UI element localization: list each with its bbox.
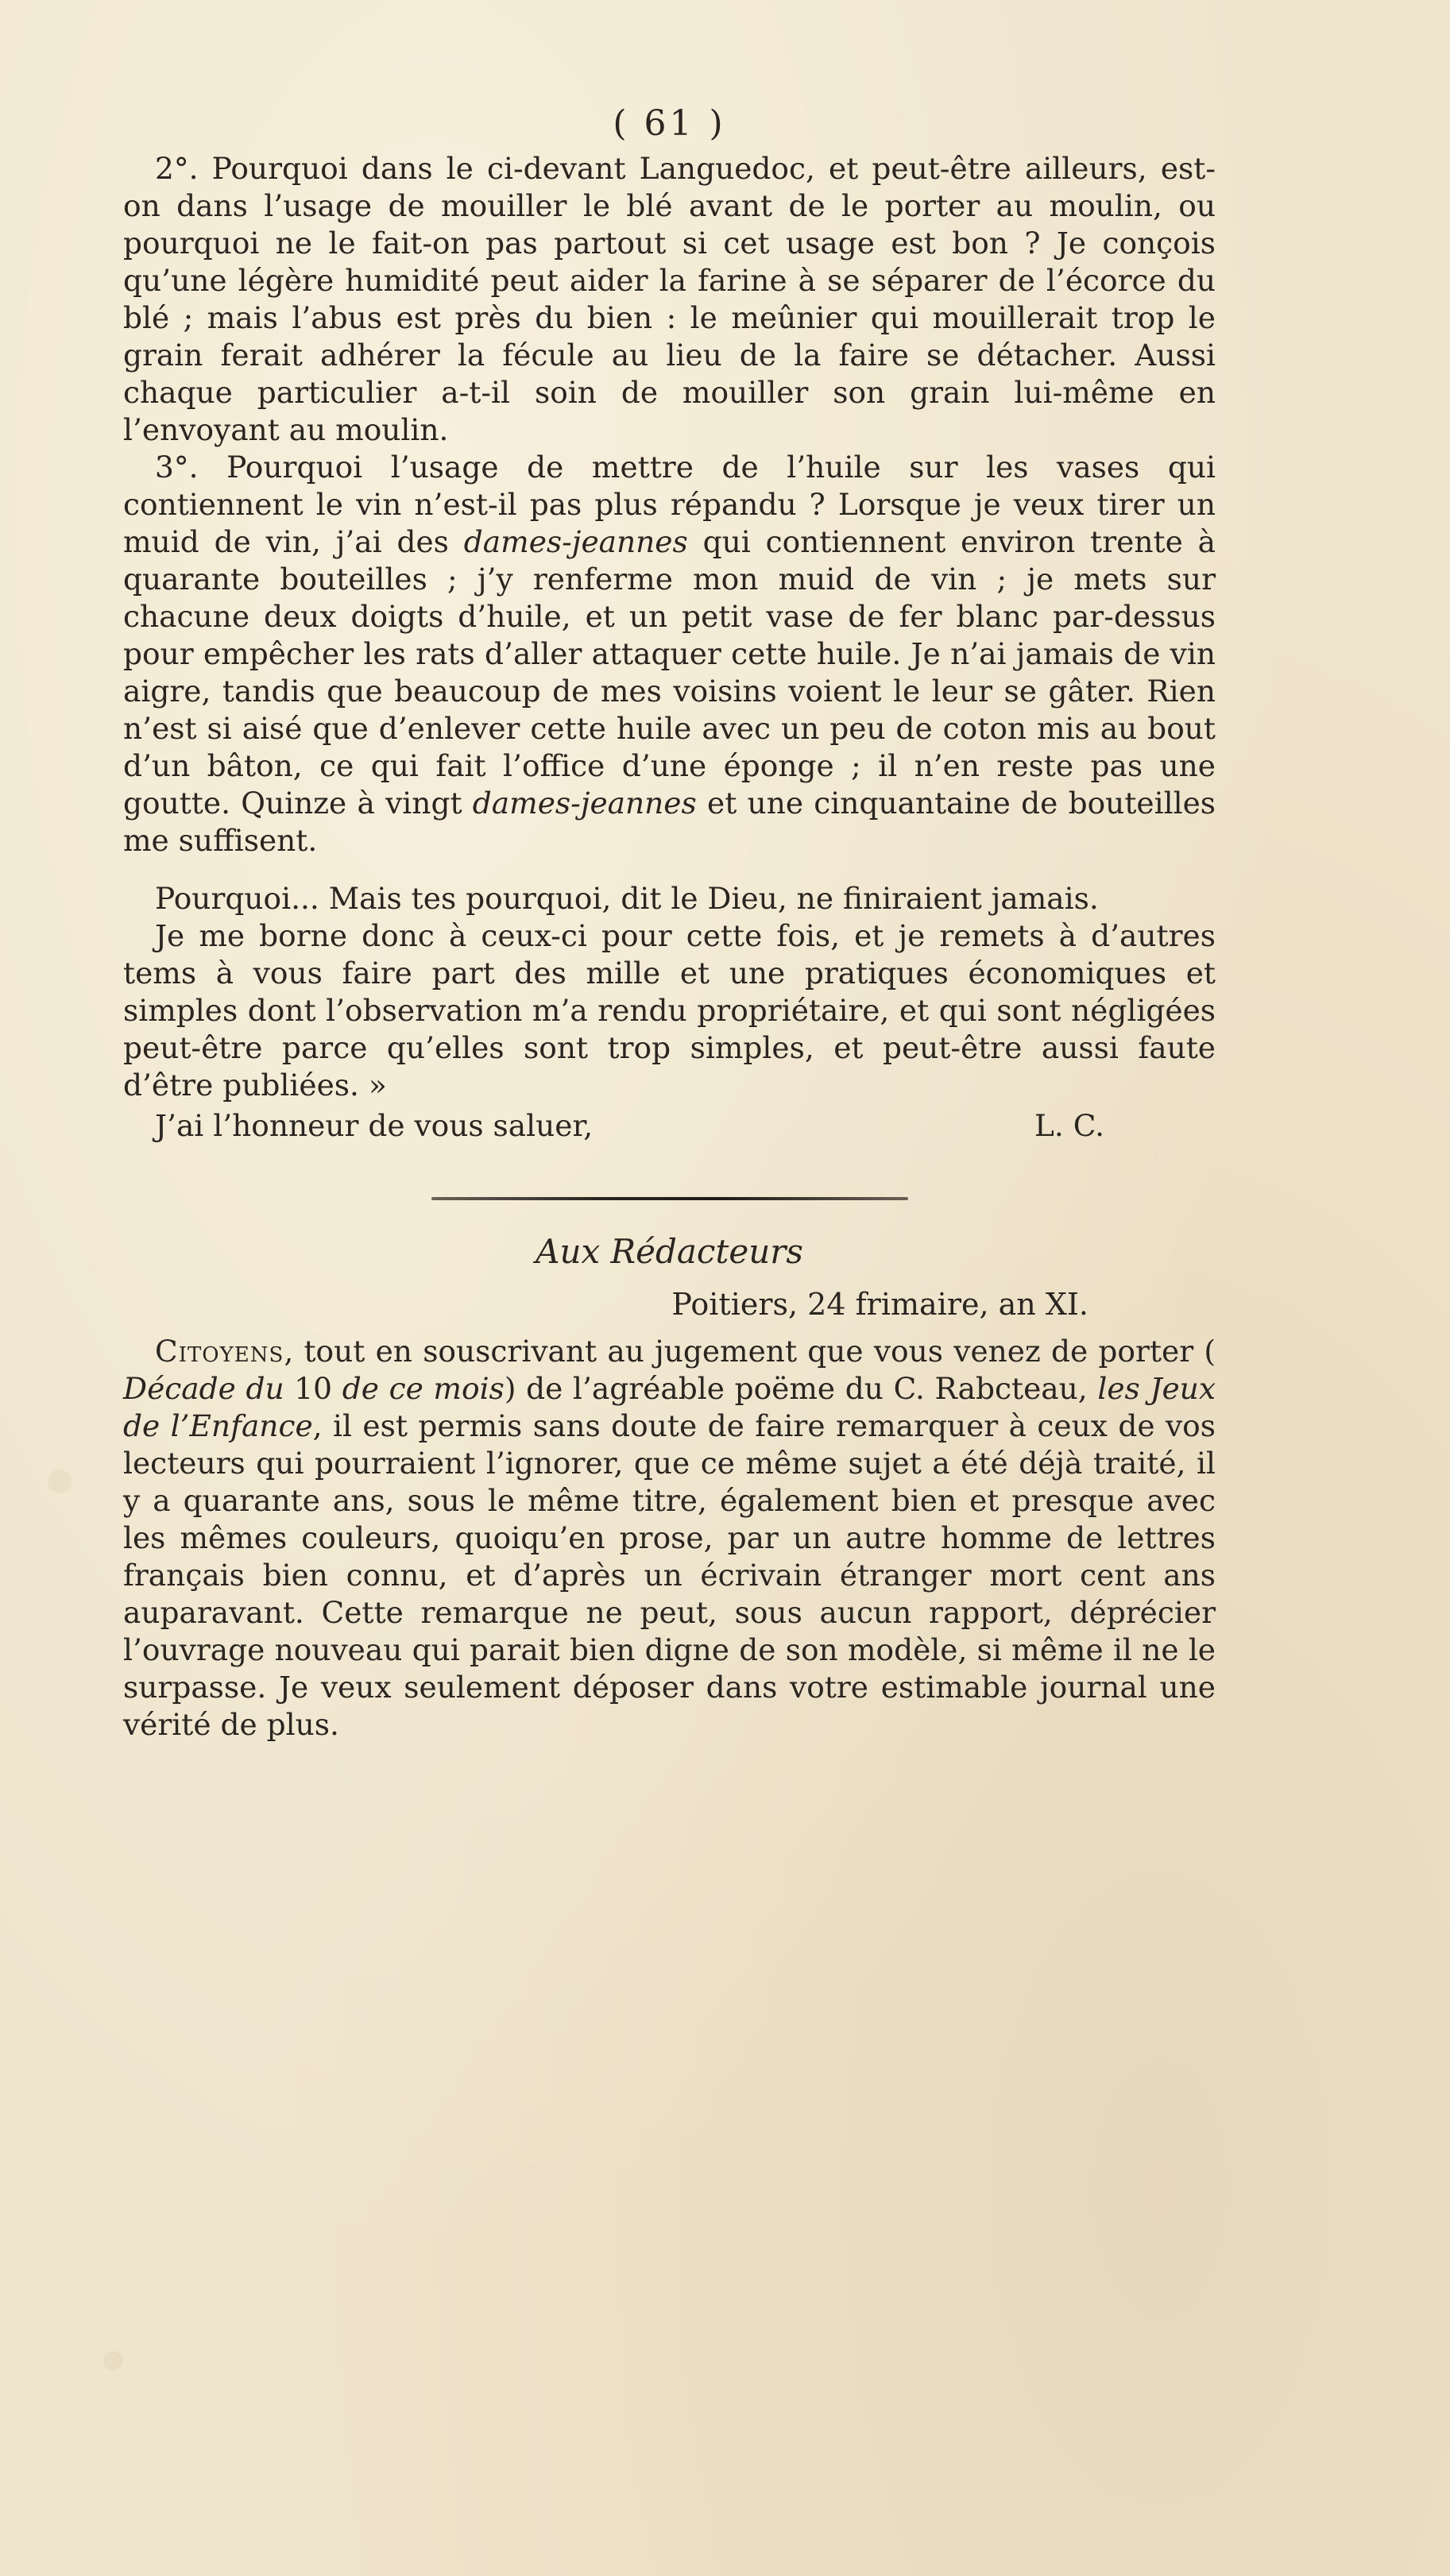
letter-closing — [123, 1107, 1216, 1145]
dateline: Poitiers, 24 frimaire, an XI. — [671, 1287, 1088, 1322]
paragraph-3-text-c: et une cinquantaine de bouteilles me suffisent. — [123, 786, 1216, 858]
paragraph-4: Pourquoi... Mais tes pourquoi, dit le Dieu, ne finiraient jamais. — [155, 881, 1099, 916]
signature: L. C. — [1034, 1108, 1104, 1143]
section-divider — [431, 1197, 908, 1200]
paper-spot — [48, 1470, 72, 1493]
paper-spot — [103, 2351, 122, 2370]
letter-body-emphasis-a: Décade du — [123, 1371, 284, 1406]
letter-body-text-c: ) de l’agréable poëme du C. Rabcteau, — [504, 1371, 1098, 1406]
paragraph-3-emphasis-a: dames-jeannes — [463, 524, 688, 559]
paragraph-5: Je me borne donc à ceux-ci pour cette fois, et je remets à d’autres tems à vous faire part des mille et une pratiques économiques et simples dont l’observation m’a rendu propriétaire, et qui sont négligées peut-être parce qu’elles sont trop simples, et peut-être aussi faute d’être publiées. » — [123, 918, 1216, 1103]
letter-body — [123, 1333, 1216, 1744]
letter-body-emphasis-c: les Jeux de l’Enfance — [123, 1371, 1216, 1443]
page-number: ( 61 ) — [613, 103, 726, 144]
letter-body-text-b: 10 — [284, 1371, 342, 1406]
paragraph-3-text-b: qui contiennent environ trente à quarante bouteilles ; j’y renferme mon muid de vin ; je mets sur chacune deux doigts d’huile, et un petit vase de fer blanc par-dessus pour empêcher les rats d’aller attaquer cette huile. Je n’ai jamais de vin aigre, tandis que beaucoup de mes voisins voient le leur se gâter. Rien n’est si aisé que d’enlever cette huile avec un peu de coton mis au bout d’un bâton, ce qui fait l’office d’une éponge ; il n’en reste pas une goutte. Quinze à vingt — [123, 524, 1216, 821]
paragraph-3-emphasis-b: dames-jeannes — [472, 786, 697, 821]
letter-body-emphasis-b: de ce mois — [342, 1371, 505, 1406]
letter-body-text-a: , tout en souscrivant au jugement que vous venez de porter ( — [284, 1334, 1216, 1369]
salutation: J’ai l’honneur de vous saluer, — [155, 1108, 594, 1143]
salutation-lead: Citoyens — [155, 1334, 284, 1369]
paragraph-3 — [123, 449, 1216, 859]
section-heading: Aux Rédacteurs — [536, 1232, 803, 1271]
paragraph-2: 2°. Pourquoi dans le ci-devant Languedoc, et peut-être ailleurs, est-on dans l’usage de mouiller le blé avant de le porter au moulin, ou pourquoi ne le fait-on pas partout si cet usage est bon ? Je conçois qu’une légère humidité peut aider la farine à se séparer de l’écorce du blé ; mais l’abus est près du bien : le meûnier qui mouillerait trop le grain ferait adhérer la fécule au lieu de la faire se détacher. Aussi chaque particulier a-t-il soin de mouiller son grain lui-même en l’envoyant au moulin. — [123, 151, 1216, 447]
spacer — [123, 859, 1216, 880]
letter-body-text-d: , il est permis sans doute de faire remarquer à ceux de vos lecteurs qui pourraient l’ignorer, que ce même sujet a été déjà traité, il y a quarante ans, sous le même titre, également bien et presque avec les mêmes couleurs, quoiqu’en prose, par un autre homme de lettres français bien connu, et d’après un écrivain étranger mort cent ans auparavant. Cette remarque ne peut, sous aucun rapport, déprécier l’ouvrage nouveau qui parait bien digne de son modèle, si même il ne le surpasse. Je veux seulement déposer dans votre estimable journal une vérité de plus. — [123, 1408, 1216, 1742]
book-page — [123, 103, 1216, 1744]
paragraph-3-text-a: 3°. Pourquoi l’usage de mettre de l’huile sur les vases qui contiennent le vin n’est-il pas plus répandu ? Lorsque je veux tirer un muid de vin, j’ai des — [123, 450, 1216, 559]
